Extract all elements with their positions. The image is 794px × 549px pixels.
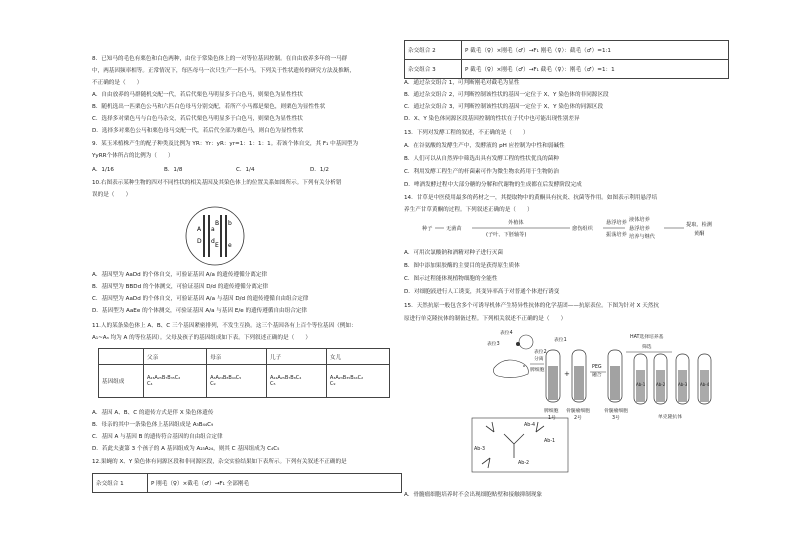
flow-node-flavonoid: 黄酮 <box>694 231 705 237</box>
cell-line: C₅ <box>269 381 276 387</box>
fusion-label: 融合 <box>592 373 602 378</box>
cell-line: A₃A₂₃B₃₅B₄₄C₂ <box>329 375 364 381</box>
table-header: 女儿 <box>326 349 389 365</box>
mouse-icon <box>494 360 529 378</box>
q8-stem: 不正确的是（ ） <box>92 80 143 86</box>
table-cell: P 截毛（♀）×刚毛（♂）→F₁ 截毛（♀）：刚毛（♂）=1：1 <box>462 60 729 79</box>
gene-label-e-lower: e <box>228 242 232 249</box>
gene-label-e-upper: E <box>215 242 219 249</box>
q12-option-b: B．通过杂交组合 2，可判断控制该性状的基因一定位于 X、Y 染色体的非同源区段 <box>404 92 609 98</box>
q11-option-a: A．基因 A、B、C 的遗传方式是伴 X 染色体遗传 <box>92 410 214 416</box>
split-label: 分离 <box>534 357 544 362</box>
gene-label-a-upper: A <box>197 226 202 233</box>
table-row <box>99 349 390 365</box>
chromosome-figure <box>184 205 246 267</box>
monoclonal-antibody-label: 单克隆抗体 <box>658 415 682 420</box>
flow-label-liquid-culture: 液体培养 <box>629 217 650 223</box>
q12-table-part2 <box>404 40 729 79</box>
q15-option-a: A．骨髓瘤细胞培养时不会出现细胞贴壁和接触抑制现象 <box>404 492 543 498</box>
q11-stem: 11.人的某条染色体上 A、B、C 三个基因紧密排列，不发生互换。这三个基因各有上百个等位基因（例如： <box>92 323 357 329</box>
q14-option-d: D．对细胞液进行人工诱变，其变异率高于对普通个体进行诱变 <box>404 289 560 295</box>
screening-label: 筛选 <box>642 345 652 350</box>
flow-label-shaking: 振荡培养 <box>606 232 627 238</box>
table-row-label: 基因组成 <box>99 365 144 398</box>
q10-stem: 误的是（ ） <box>92 192 132 198</box>
q14-option-c: C．图示过程能体现植物细胞的全能性 <box>404 276 498 282</box>
q15-stem: 15．天然抗原一般包含多个可诱导机体产生特异性抗体的化学基团——抗原表位。下图为针对 X 天然抗 <box>404 303 660 309</box>
table-row-label: 杂交组合 2 <box>405 41 462 60</box>
table-cell <box>207 365 267 398</box>
table-header: 父亲 <box>144 349 207 365</box>
ab-2-label: Ab-2 <box>518 461 530 466</box>
flow-node-callus: 愈伤组织 <box>572 226 593 232</box>
table-cell <box>99 349 144 365</box>
tube-2-number: 2号 <box>574 416 582 421</box>
q10-option-a: A．基因型为 AaDd 的个体自交，可验证基因 A/a 的遗传遵循分离定律 <box>92 272 268 278</box>
cell-line: C₉ <box>210 381 216 387</box>
table-row <box>99 365 390 398</box>
flow-label-suspension: 悬浮培养 <box>606 220 627 226</box>
ab-3-label: Ab-3 <box>474 447 486 452</box>
q13-option-c: C．利用发酵工程生产的杆菌素可作为微生物农药用于生物防治 <box>404 169 559 175</box>
epitope-2-label: 表位2 <box>534 350 547 355</box>
flow-node-seed: 种子 <box>422 226 433 232</box>
gene-label-a-lower: a <box>211 226 215 233</box>
tube-contents <box>548 366 558 400</box>
flow-node-sterile-seedling: 无菌苗 <box>446 226 462 232</box>
q14-flow-diagram <box>422 216 742 246</box>
antibody-icon <box>482 458 490 468</box>
q10-option-b: B．基因型为 BBDd 的个体测交，可验证基因 D/d 的遗传遵循分离定律 <box>92 284 269 290</box>
ab-1-label: Ab-1 <box>636 382 646 387</box>
q10-stem: 10.右图表示某种生物的四对不同性状的相关基因及其染色体上的位置关系如图所示。下列有关分析错 <box>92 180 342 186</box>
q11-option-d: D．若此夫妻第 3 个孩子的 A 基因组成为 A₂₃A₂₄，则其 C 基因组成为 C₄C₅ <box>92 446 280 452</box>
q11-option-c: C．基因 A 与基因 B 的遗传符合基因的自由组合定律 <box>92 434 223 440</box>
tube-2-label: 骨髓瘤细胞 <box>566 409 590 414</box>
q13-stem: 13．下列对发酵工程的叙述，不正确的是（ ） <box>404 130 529 136</box>
q8-stem: 中，两基因频率相等。正常情况下，每匹母马一次只生产一匹小马。下列关于性状遗传的研究方法及推断， <box>92 68 355 74</box>
q14-stem: 养生产甘草黄酮的过程。下列叙述正确的是（ ） <box>404 207 533 213</box>
q8-option-c: C．选择多对栗色马与白色马杂交，若后代栗色马明显多于白色马，则栗色为显性性状 <box>92 116 303 122</box>
q13-option-a: A．在谷氨酸的发酵生产中，发酵液的 pH 应控制为中性和弱碱性 <box>404 143 565 149</box>
table-row <box>93 474 402 493</box>
ab-4-label: Ab-4 <box>700 382 710 387</box>
antibody-icon <box>504 434 524 458</box>
q11-option-b: B．母亲的其中一条染色体上基因组成是 A₃B₄₄C₉ <box>92 422 214 428</box>
epitope-1-label: 表位1 <box>554 338 567 343</box>
table-header: 母亲 <box>207 349 267 365</box>
q11-stem: A₁~Aₙ 均为 A 的等位基因）。父母及孩子的基因组成如下表。下列叙述正确的是（ ） <box>92 335 311 341</box>
tube-3-label: 骨髓瘤细胞 <box>604 409 628 414</box>
cell-outline <box>186 207 244 265</box>
ab-1-label: Ab-1 <box>544 439 556 444</box>
antigen-icon <box>516 342 520 346</box>
flow-node-suspension-culture: 悬浮培养 <box>629 226 650 232</box>
table-cell <box>144 365 207 398</box>
antibody-icon <box>536 422 544 432</box>
table-row-label: 杂交组合 3 <box>405 60 462 79</box>
q8-stem: 8．已知马的毛色有栗色和白色两种，由位于常染色体上的一对等位基因控制。在自由放养多年的一马群 <box>92 56 348 62</box>
q15-stem: 原进行单克隆抗体的制备过程。下列相关叙述不正确的是（ ） <box>404 316 567 322</box>
q13-option-d: D．啤酒发酵过程中大部分糖的分解和代谢物的生成都在后发酵阶段完成 <box>404 182 582 188</box>
q14-option-b: B．图中添加果胶酶的主要目的是获得原生质体 <box>404 263 520 269</box>
q14-stem: 14．甘草是中医使用最多的药材之一，其提取物中的黄酮具有抗炎、抗菌等作用。如图表示利用悬浮培 <box>404 195 658 201</box>
flow-label-explant-detail: (子叶、下胚轴等) <box>486 232 527 238</box>
epitope-3-label: 表位3 <box>487 342 500 347</box>
antigen-icon <box>519 335 533 349</box>
tube-1-label: 脾细胞 <box>544 409 559 414</box>
table-cell: P 刚毛（♀）×截毛（♂）→F₁ 全部刚毛 <box>148 474 402 493</box>
q12-option-a: A．通过杂交组合 1，可判断刚毛对截毛为显性 <box>404 80 520 86</box>
antibody-icon <box>486 422 494 432</box>
q10-option-d: D．基因型为 AaEe 的个体测交，可验证基因 A/a 与基因 E/e 的遗传遵循自由组合定律 <box>92 308 308 314</box>
spleen-cell-label: 脾细胞 <box>530 368 545 373</box>
q9-stem: 9．某玉米植株产生的配子种类及比例为 YR：Yr：yR：yr=1：1：1：1。若该个体自交，其 F₁ 中基因型为 <box>92 141 359 147</box>
cell-line: C₉ <box>329 381 336 387</box>
epitope-4-label: 表位4 <box>500 331 513 336</box>
table-header: 儿子 <box>266 349 326 365</box>
ab-2-label: Ab-2 <box>656 382 666 387</box>
mouse-eye <box>523 365 525 367</box>
flow-node-extract: 提取、检测 <box>686 222 712 228</box>
q9-stem: YyRR个体所占的比例为（ ） <box>92 153 174 159</box>
table-row-label: 杂交组合 1 <box>93 474 148 493</box>
peg-label: PEG <box>592 365 602 370</box>
q9-option-d: D．1/2 <box>310 167 329 173</box>
cell-line: C₄ <box>147 381 153 387</box>
plus-sign: + <box>564 370 570 378</box>
q11-table <box>98 348 390 398</box>
hat-medium-label: HAT选择培养基 <box>630 335 664 340</box>
q10-option-c: C．基因型为 AaDd 的个体自交，可验证基因 A/a 与基因 D/d 的遗传遵循自由组合定律 <box>92 296 309 302</box>
q15-figure <box>444 326 734 476</box>
gene-label-b-upper: B <box>215 220 220 227</box>
q12-stem: 12.果蝇的 X、Y 染色体有同源区段和非同源区段，杂交实验结果如下表所示。下列有关叙述不正确的是 <box>92 459 347 465</box>
table-cell <box>326 365 389 398</box>
q13-option-b: B．人们可以从自然界中筛选出具有发酵工程的性状优良的菌种 <box>404 156 559 162</box>
q8-option-d: D．选择多对栗色公马和栗色母马交配一代，若后代全部为栗色马，则白色为显性性状 <box>92 128 304 134</box>
q14-option-a: A．可用次氯酸钠和酒精对种子进行灭菌 <box>404 250 503 256</box>
tube-3-number: 3号 <box>612 416 620 421</box>
gene-label-b-lower: b <box>228 220 232 227</box>
cell-line: A₂₃A₂₅B₇B₃₅C₂ <box>147 375 181 381</box>
q8-option-b: B．随机选出一匹栗色公马和六匹白色母马分别交配，若所产小马都是栗色，则栗色为显性性状 <box>92 104 326 110</box>
flow-node-subculture: 培养与继代 <box>629 234 655 240</box>
gene-label-d-upper: D <box>197 238 202 245</box>
cell-line: A₂₄A₂₅B₇B₈C₄ <box>269 375 302 381</box>
tube-contents <box>610 366 620 400</box>
q9-option-b: B．1/8 <box>164 167 183 173</box>
q9-option-a: A．1/16 <box>92 167 114 173</box>
q12-option-c: C．通过杂交组合 3，可判断控制该性状的基因一定位于 X、Y 染色体的同源区段 <box>404 104 604 110</box>
table-cell <box>266 365 326 398</box>
table-row <box>405 41 729 60</box>
q12-table-part1 <box>92 473 402 493</box>
flow-label-explant: 外植体 <box>508 220 524 226</box>
tube-contents <box>574 366 584 400</box>
tube-1-number: 1号 <box>548 416 556 421</box>
ab-3-label: Ab-3 <box>678 382 688 387</box>
q12-option-d: D．X、Y 染色体同源区段基因控制的性状在子代中也可能出现性别差异 <box>404 116 580 122</box>
table-row <box>405 60 729 79</box>
cell-line: A₃A₂₄B₈B₄₄C₅ <box>210 375 242 381</box>
q9-option-c: C．1/4 <box>236 167 255 173</box>
gene-label-d-lower: d <box>211 238 215 245</box>
table-cell: P 截毛（♀）×刚毛（♂）→F₁ 刚毛（♀）：截毛（♂）=1:1 <box>462 41 729 60</box>
ab-4-label: Ab-4 <box>524 423 536 428</box>
q8-option-a: A．自由放养的马群随机交配一代，若后代栗色马明显多于白色马，则栗色为显性性状 <box>92 92 303 98</box>
